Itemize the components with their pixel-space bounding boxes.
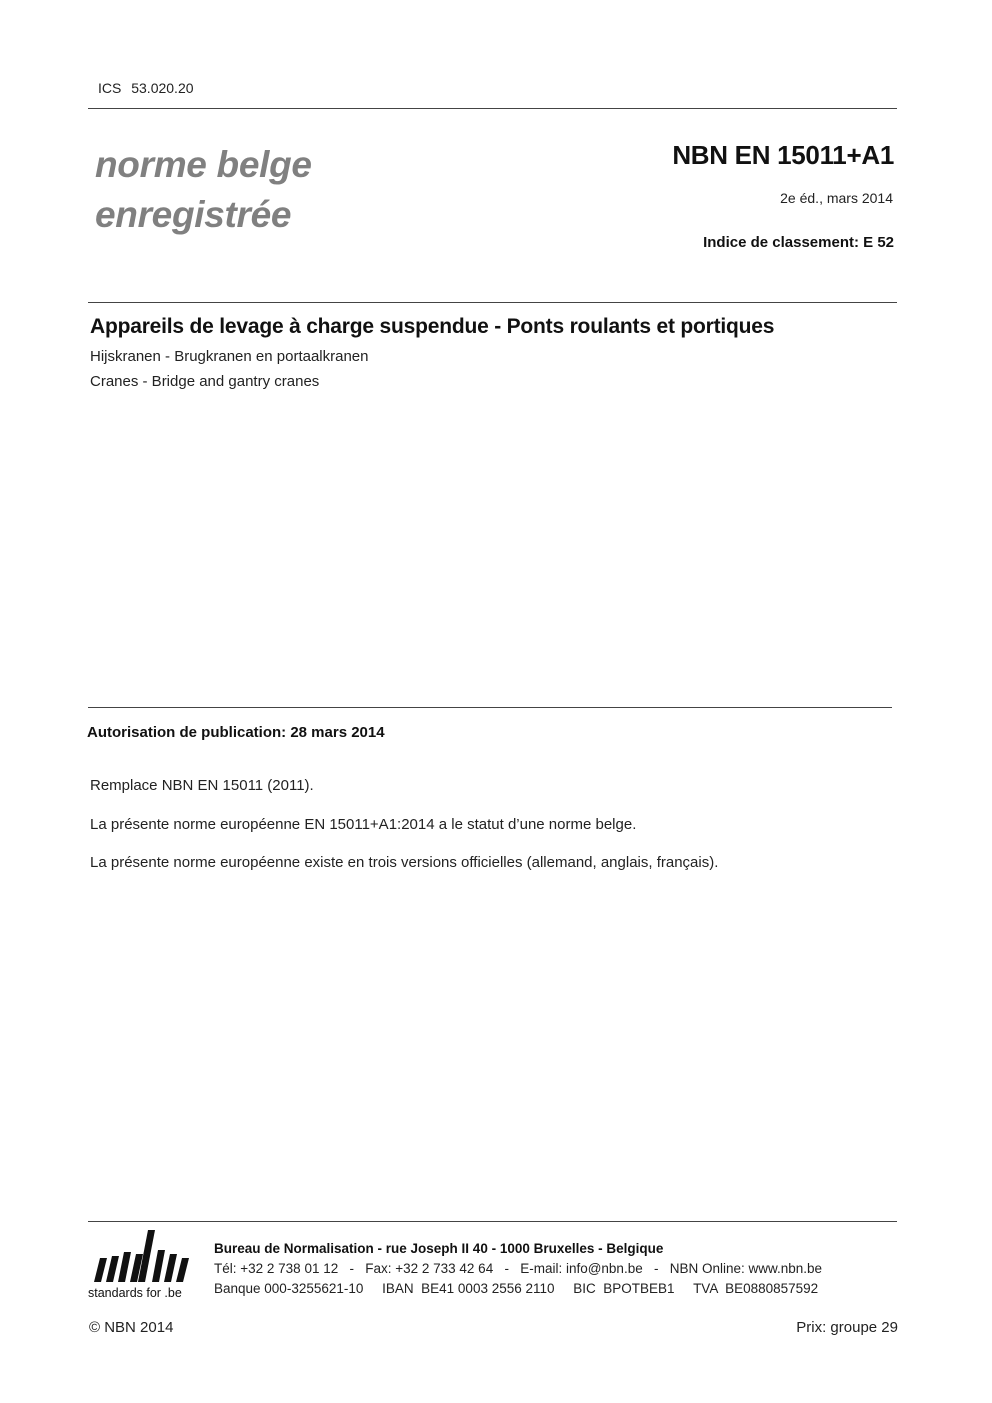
nbn-logo bbox=[88, 1228, 200, 1304]
publication-divider bbox=[88, 707, 892, 708]
footer-divider bbox=[88, 1221, 897, 1222]
replaces-paragraph: Remplace NBN EN 15011 (2011). bbox=[90, 777, 314, 794]
contact-line: Tél: +32 2 738 01 12 - Fax: +32 2 733 42 64 - E-mail: info@nbn.be - NBN Online: www.nbn.be bbox=[214, 1261, 823, 1276]
price-group: Prix: groupe 29 bbox=[796, 1319, 898, 1336]
brand-line-2: enregistrée bbox=[95, 194, 292, 235]
status-paragraph: La présente norme européenne EN 15011+A1:2014 a le statut d’une norme belge. bbox=[90, 816, 637, 833]
brand-line-1: norme belge bbox=[95, 144, 312, 185]
title-french: Appareils de levage à charge suspendue - Ponts roulants et portiques bbox=[90, 315, 775, 338]
brand-title bbox=[95, 140, 312, 240]
bank-details: Banque 000-3255621-10 IBAN BE41 0003 2556 2110 BIC BPOTBEB1 TVA BE0880857592 bbox=[214, 1281, 819, 1296]
title-divider bbox=[88, 302, 897, 303]
standard-number: NBN EN 15011+A1 bbox=[672, 140, 894, 170]
versions-paragraph: La présente norme européenne existe en trois versions officielles (allemand, anglais, français). bbox=[90, 854, 719, 871]
copyright: © NBN 2014 bbox=[89, 1319, 174, 1336]
header-divider bbox=[88, 108, 897, 109]
ics-code: ICS 53.020.20 bbox=[98, 80, 194, 96]
nbn-logo-icon bbox=[88, 1228, 200, 1288]
publication-authorization: Autorisation de publication: 28 mars 2014 bbox=[87, 724, 385, 741]
classification-index: Indice de classement: E 52 bbox=[703, 234, 894, 251]
title-dutch: Hijskranen - Brugkranen en portaalkranen bbox=[90, 348, 369, 365]
logo-tagline: standards for .be bbox=[88, 1286, 182, 1300]
organization-address: Bureau de Normalisation - rue Joseph II 40 - 1000 Bruxelles - Belgique bbox=[214, 1241, 664, 1256]
title-english: Cranes - Bridge and gantry cranes bbox=[90, 373, 320, 390]
edition-date: 2e éd., mars 2014 bbox=[780, 190, 893, 206]
